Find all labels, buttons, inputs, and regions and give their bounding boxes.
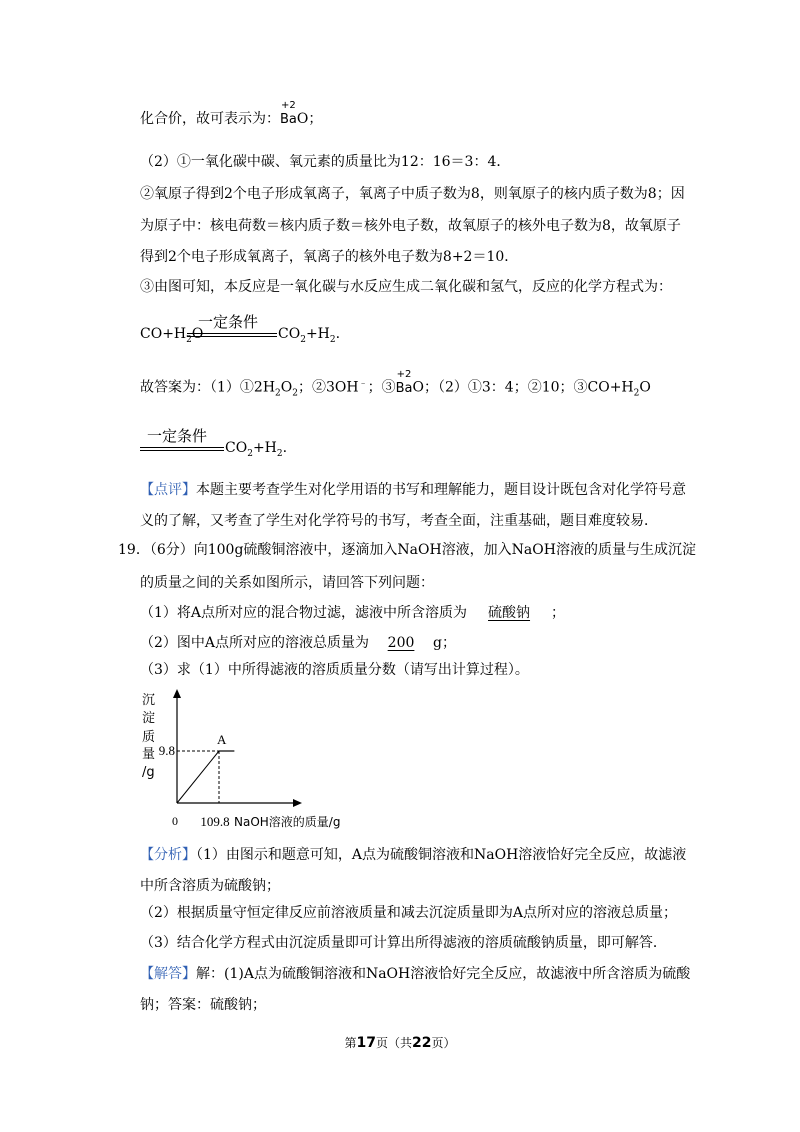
x-tick-label: 109.8 [200, 814, 230, 829]
text-line: 得到2个电子形成氧离子，氧离子的核外电子数为8+2＝10． [140, 249, 519, 265]
text-line: 的质量之间的关系如图所示，请回答下列问题： [140, 575, 434, 591]
ylabel-unit: /g [142, 765, 155, 780]
equation-right: $CO_2+H_2$. [278, 326, 341, 345]
solution-line: 【解答】解：(1)A点为硫酸铜溶液和NaOH溶液恰好完全反应，故滤液中所含溶质为硫酸 [140, 966, 691, 982]
analysis-line: 【分析】（1）由图示和题意可知，A点为硫酸铜溶液和NaOH溶液恰好完全反应，故滤液 [140, 847, 687, 863]
answer-line: 故答案为：$(1)①2H_2O_2$；②3OH﹣；③ +2 BaO；（2）①3：4；②10；$③CO+H_2O$ [140, 368, 651, 399]
x-axis-arrow [293, 799, 302, 807]
text-line: 钠；答案：硫酸钠； [140, 997, 266, 1013]
text-line: ②氧原子得到2个电子形成氧离子，氧离子中质子数为8，则氧原子的核内质子数为8；因 [140, 186, 685, 202]
text-line: 为原子中：核电荷数＝核内质子数＝核外电子数，故氧原子的核外电子数为8，故氧原子 [140, 218, 681, 234]
sub-question-2: （2）图中A点所对应的溶液总质量为 200 g； [140, 635, 456, 651]
ylabel-char: 量 [142, 747, 156, 762]
text-line: （2）①一氧化碳中碳、氧元素的质量比为12：16＝3：4． [140, 154, 511, 170]
answer-blank: 200 [387, 635, 415, 651]
text-line: （2）根据质量守恒定律反应前溶液质量和减去沉淀质量即为A点所对应的溶液总质量； [140, 905, 678, 921]
text-line: 义的了解，又考查了学生对化学符号的书写，考查全面，注重基础，题目难度较易． [140, 513, 658, 529]
origin-label: 0 [172, 814, 178, 828]
series-segment [177, 751, 219, 803]
question-19-stem: 19．（6分）向100g硫酸铜溶液中，逐滴加入NaOH溶液，加入NaOH溶液的质量与生成沉淀 [118, 542, 696, 558]
reaction-condition: 一定条件 [198, 313, 259, 331]
text-line: 中所含溶质为硫酸钠； [140, 878, 280, 894]
precipitate-chart [130, 685, 390, 835]
y-axis-arrow [173, 689, 181, 698]
text-line: ③由图可知，本反应是一氧化碳与水反应生成二氧化碳和氢气，反应的化学方程式为： [140, 279, 672, 295]
text: 化合价，故可表示为： [140, 111, 280, 127]
ylabel-char: 沉 [142, 693, 156, 708]
review-tag: 【点评】 [140, 482, 196, 498]
barium-oxide-formula [280, 100, 297, 130]
page-number: 第17页（共22页） [344, 1035, 456, 1051]
equation-right: $CO_2+H_2$. [225, 440, 288, 459]
point-label: A [217, 732, 227, 747]
equation-left: $CO+H_2O$ [140, 326, 204, 345]
valence-superscript: +2 [281, 100, 296, 111]
oxygen-symbol: O； [296, 111, 323, 127]
analysis-tag: 【分析】 [140, 847, 196, 863]
barium-symbol: Ba [280, 112, 297, 127]
ylabel-char: 淀 [142, 711, 156, 726]
barium-oxide-formula: +2 Ba [395, 368, 413, 396]
xlabel: NaOH溶液的质量/g [234, 815, 341, 829]
review-line: 【点评】本题主要考查学生对化学用语的书写和理解能力，题目设计既包含对化学符号意 [140, 482, 686, 498]
answer-blank: 硫酸钠 [488, 605, 531, 621]
sub-question-1: （1）将A点所对应的混合物过滤，滤液中所含溶质为 硫酸钠 ； [140, 605, 566, 621]
equation-double-line [140, 447, 224, 451]
reaction-condition: 一定条件 [147, 427, 208, 445]
solution-tag: 【解答】 [140, 966, 196, 982]
y-tick-label: 9.8 [158, 743, 175, 758]
ylabel-char: 质 [142, 730, 156, 745]
sub-question-3: （3）求（1）中所得滤液的溶质质量分数（请写出计算过程）。 [140, 662, 529, 678]
text-line [140, 100, 323, 130]
text-line: （3）结合化学方程式由沉淀质量即可计算出所得滤液的溶质硫酸钠质量，即可解答． [140, 935, 667, 951]
